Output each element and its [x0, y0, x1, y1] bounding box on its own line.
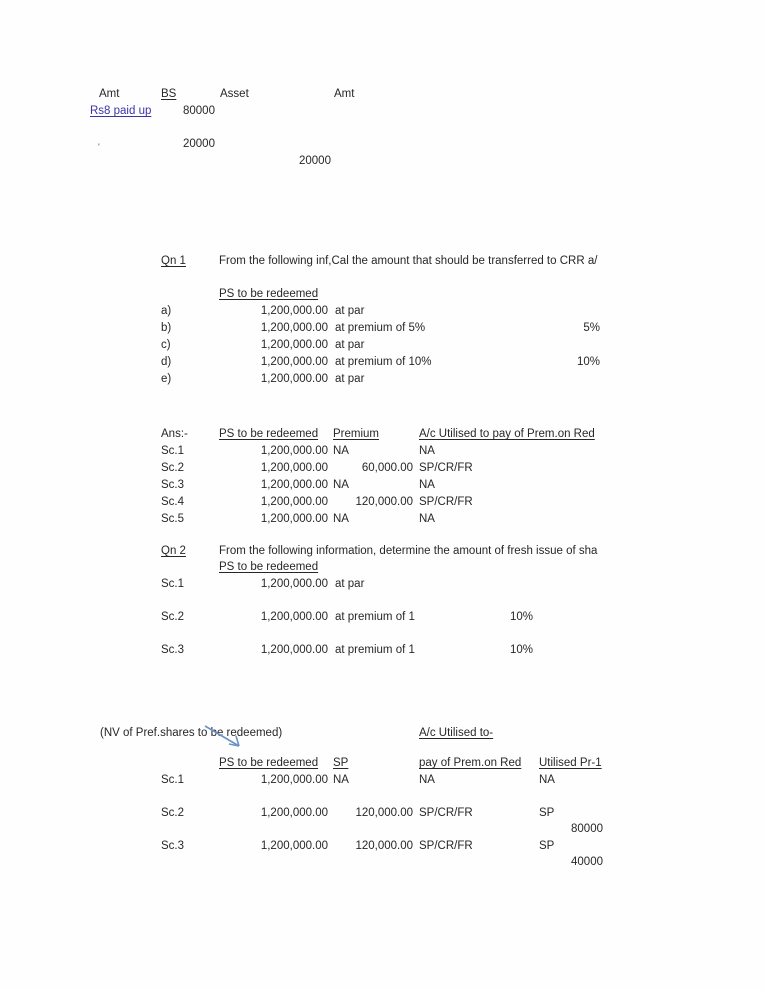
answer-2-row-pay-prem: SP/CR/FR: [419, 840, 473, 852]
answer-1-row-ps: 1,200,000.00: [260, 445, 328, 457]
answer-2-row-id: Sc.3: [161, 840, 185, 852]
answer-1-row-id: Sc.1: [161, 445, 185, 457]
question-1-row-amount: 1,200,000.00: [260, 322, 328, 334]
question-1-row-id: a): [161, 305, 172, 317]
answer-1-row-premium: NA: [333, 513, 349, 525]
question-2-row-rate: 10%: [510, 611, 534, 623]
question-1-row-terms: at par: [335, 373, 365, 385]
bs-row-3-value-right: 20000: [299, 155, 331, 167]
question-1-row-amount: 1,200,000.00: [260, 373, 328, 385]
answer-1-row-account: NA: [419, 445, 435, 457]
question-1-row-rate: 5%: [583, 322, 600, 334]
answer-1-row-premium: NA: [333, 479, 349, 491]
question-2-row-id: Sc.3: [161, 644, 185, 656]
bs-row-1-label-link[interactable]: Rs8 paid up: [90, 105, 152, 117]
bs-header-amt-left: Amt: [99, 88, 120, 100]
answer-1-row-id: Sc.4: [161, 496, 185, 508]
bs-header-bs: BS: [161, 88, 177, 100]
question-1-row-id: c): [161, 339, 171, 351]
question-2-label: Qn 2: [161, 545, 186, 557]
answer-1-header-ps: PS to be redeemed: [219, 428, 319, 440]
answer-2-header-pay-prem: pay of Prem.on Red: [419, 757, 522, 769]
answer-1-header-account: A/c Utilised to pay of Prem.on Red: [419, 428, 595, 440]
question-1-label: Qn 1: [161, 255, 186, 267]
answer-2-row-sp: NA: [333, 774, 349, 786]
answer-2-row-id: Sc.2: [161, 807, 185, 819]
question-1-row-terms: at par: [335, 339, 365, 351]
bs-row-2-label: ': [98, 142, 100, 152]
answer-1-row-ps: 1,200,000.00: [260, 496, 328, 508]
answer-2-header-ps: PS to be redeemed: [219, 757, 319, 769]
question-2-prompt: From the following information, determine the amount of fresh issue of sha: [219, 545, 598, 557]
answer-2-row-ps: 1,200,000.00: [260, 774, 328, 786]
question-1-column-header: PS to be redeemed: [219, 288, 319, 300]
answer-2-row-extra: 40000: [571, 856, 603, 868]
question-2-row-rate: 10%: [510, 644, 534, 656]
question-1-row-terms: at premium of 5%: [335, 322, 426, 334]
answer-2-row-pay-prem: SP/CR/FR: [419, 807, 473, 819]
answer-2-header-sp: SP: [333, 757, 349, 769]
answer-1-row-id: Sc.5: [161, 513, 185, 525]
question-2-row-terms: at premium of 1: [335, 644, 415, 656]
answer-2-row-ps: 1,200,000.00: [260, 840, 328, 852]
answer-2-row-utilised: SP: [539, 840, 555, 852]
answer-2-row-id: Sc.1: [161, 774, 185, 786]
question-2-row-id: Sc.2: [161, 611, 185, 623]
question-1-row-amount: 1,200,000.00: [260, 356, 328, 368]
question-1-row-terms: at premium of 10%: [335, 356, 432, 368]
answer-2-row-extra: 80000: [571, 823, 603, 835]
question-2-row-id: Sc.1: [161, 578, 185, 590]
answer-1-row-account: SP/CR/FR: [419, 496, 473, 508]
answer-1-row-premium: 60,000.00: [361, 462, 413, 474]
answer-2-row-sp: 120,000.00: [355, 807, 413, 819]
answer-1-row-premium: NA: [333, 445, 349, 457]
question-1-row-rate: 10%: [576, 356, 600, 368]
answer-2-note: (NV of Pref.shares to be redeemed): [100, 727, 283, 739]
question-2-row-terms: at par: [335, 578, 365, 590]
answer-2-row-utilised: SP: [539, 807, 555, 819]
question-1-prompt: From the following inf,Cal the amount that should be transferred to CRR a/: [219, 255, 598, 267]
question-1-row-id: e): [161, 373, 172, 385]
question-1-row-amount: 1,200,000.00: [260, 305, 328, 317]
answer-2-row-pay-prem: NA: [419, 774, 435, 786]
answer-1-label: Ans:-: [161, 428, 188, 440]
answer-1-row-account: SP/CR/FR: [419, 462, 473, 474]
answer-2-header-utilised: Utilised Pr-1: [539, 757, 602, 769]
answer-1-row-ps: 1,200,000.00: [260, 462, 328, 474]
answer-1-row-account: NA: [419, 513, 435, 525]
answer-2-row-sp: 120,000.00: [355, 840, 413, 852]
bs-header-amt-right: Amt: [334, 88, 355, 100]
bs-header-asset: Asset: [220, 88, 249, 100]
answer-1-row-account: NA: [419, 479, 435, 491]
answer-2-row-ps: 1,200,000.00: [260, 807, 328, 819]
question-2-row-amount: 1,200,000.00: [260, 644, 328, 656]
answer-1-row-ps: 1,200,000.00: [260, 513, 328, 525]
question-1-row-id: d): [161, 356, 172, 368]
bs-row-2-value: 20000: [183, 138, 215, 150]
question-2-row-terms: at premium of 1: [335, 611, 415, 623]
answer-1-header-premium: Premium: [333, 428, 380, 440]
question-2-row-amount: 1,200,000.00: [260, 611, 328, 623]
answer-1-row-id: Sc.3: [161, 479, 185, 491]
question-1-row-id: b): [161, 322, 172, 334]
question-1-row-terms: at par: [335, 305, 365, 317]
question-1-row-amount: 1,200,000.00: [260, 339, 328, 351]
answer-2-row-utilised: NA: [539, 774, 555, 786]
answer-1-row-premium: 120,000.00: [355, 496, 413, 508]
bs-row-1-value: 80000: [183, 105, 215, 117]
question-2-column-header: PS to be redeemed: [219, 561, 319, 573]
answer-2-account-group-header: A/c Utilised to-: [419, 727, 494, 739]
answer-1-row-id: Sc.2: [161, 462, 185, 474]
question-2-row-amount: 1,200,000.00: [260, 578, 328, 590]
answer-1-row-ps: 1,200,000.00: [260, 479, 328, 491]
